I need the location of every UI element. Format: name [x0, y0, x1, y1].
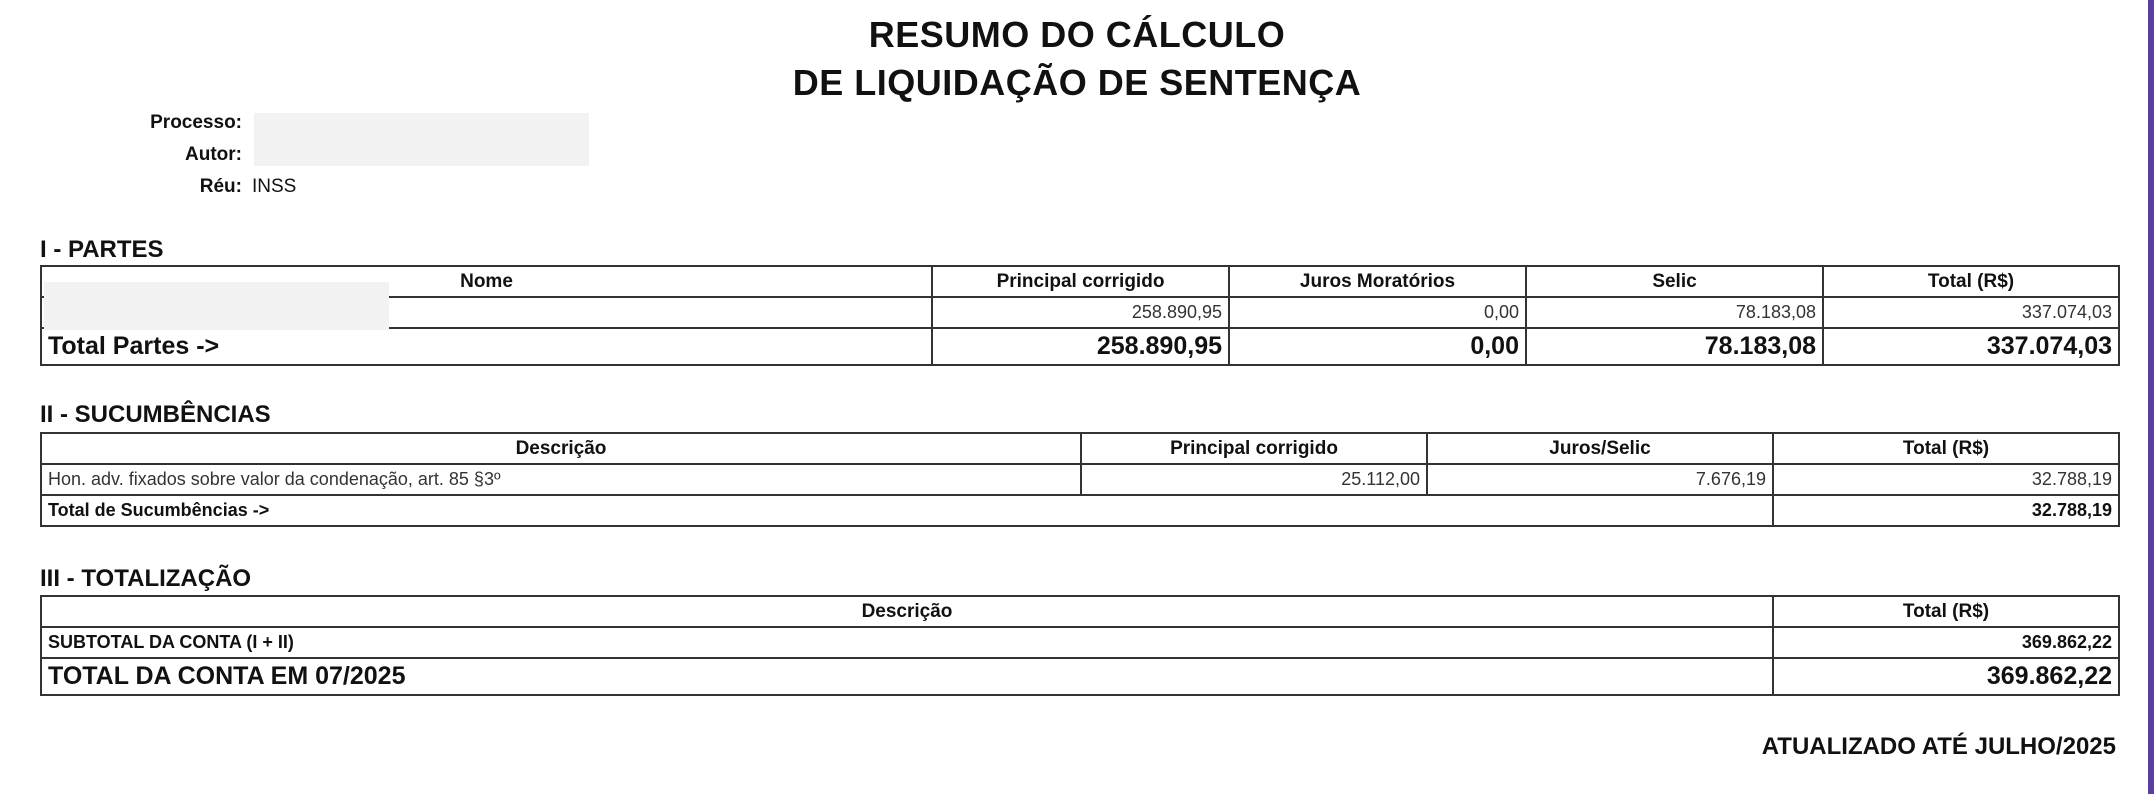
table-total-row [41, 328, 2119, 365]
window-edge [2148, 0, 2154, 794]
column-header: Total (R$) [1773, 433, 2119, 464]
section-partes-title: I - PARTES [40, 236, 164, 263]
cell-total: 32.788,19 [1773, 464, 2119, 495]
column-header: Juros/Selic [1427, 433, 1773, 464]
column-header: Juros Moratórios [1229, 266, 1526, 297]
total-principal: 258.890,95 [932, 328, 1229, 365]
document-title-line2: DE LIQUIDAÇÃO DE SENTENÇA [792, 62, 1362, 103]
cell-selic: 78.183,08 [1526, 297, 1823, 328]
cell-descricao: Hon. adv. fixados sobre valor da condenação, art. 85 §3º [41, 464, 1081, 495]
column-header: Nome [41, 266, 932, 297]
cell-total: 337.074,03 [1823, 297, 2119, 328]
total-total: 337.074,03 [1823, 328, 2119, 365]
column-header: Selic [1526, 266, 1823, 297]
redaction-box [254, 113, 589, 166]
total-label: Total Partes -> [41, 328, 932, 365]
cell-juros-selic: 7.676,19 [1427, 464, 1773, 495]
cell-juros: 0,00 [1229, 297, 1526, 328]
table-row [41, 464, 2119, 495]
table-header-row [41, 596, 2119, 627]
grand-total-value: 369.862,22 [1773, 658, 2119, 695]
reu-label: Réu: [199, 176, 242, 197]
column-header: Descrição [41, 596, 1773, 627]
column-header: Principal corrigido [932, 266, 1229, 297]
updated-note: ATUALIZADO ATÉ JULHO/2025 [1761, 733, 2116, 760]
section-sucumbencias-title: II - SUCUMBÊNCIAS [40, 401, 271, 428]
grand-total-label: TOTAL DA CONTA EM 07/2025 [41, 658, 1773, 695]
subtotal-row [41, 627, 2119, 658]
processo-label: Processo: [150, 112, 242, 133]
totalizacao-table [40, 595, 2120, 696]
table-header-row [41, 433, 2119, 464]
cell-principal: 258.890,95 [932, 297, 1229, 328]
grand-total-row [41, 658, 2119, 695]
column-header: Descrição [41, 433, 1081, 464]
reu-value: INSS [252, 176, 297, 197]
cell-principal: 25.112,00 [1081, 464, 1427, 495]
subtotal-label: SUBTOTAL DA CONTA (I + II) [41, 627, 1773, 658]
table-total-row [41, 495, 2119, 526]
column-header: Total (R$) [1823, 266, 2119, 297]
redaction-box [44, 282, 389, 330]
section-totalizacao-title: III - TOTALIZAÇÃO [40, 565, 252, 592]
sucumbencias-table [40, 432, 2120, 527]
total-selic: 78.183,08 [1526, 328, 1823, 365]
autor-label: Autor: [185, 144, 242, 165]
column-header: Total (R$) [1773, 596, 2119, 627]
total-label: Total de Sucumbências -> [41, 495, 1773, 526]
subtotal-value: 369.862,22 [1773, 627, 2119, 658]
column-header: Principal corrigido [1081, 433, 1427, 464]
total-total: 32.788,19 [1773, 495, 2119, 526]
document-title-line1: RESUMO DO CÁLCULO [868, 14, 1286, 55]
total-juros: 0,00 [1229, 328, 1526, 365]
